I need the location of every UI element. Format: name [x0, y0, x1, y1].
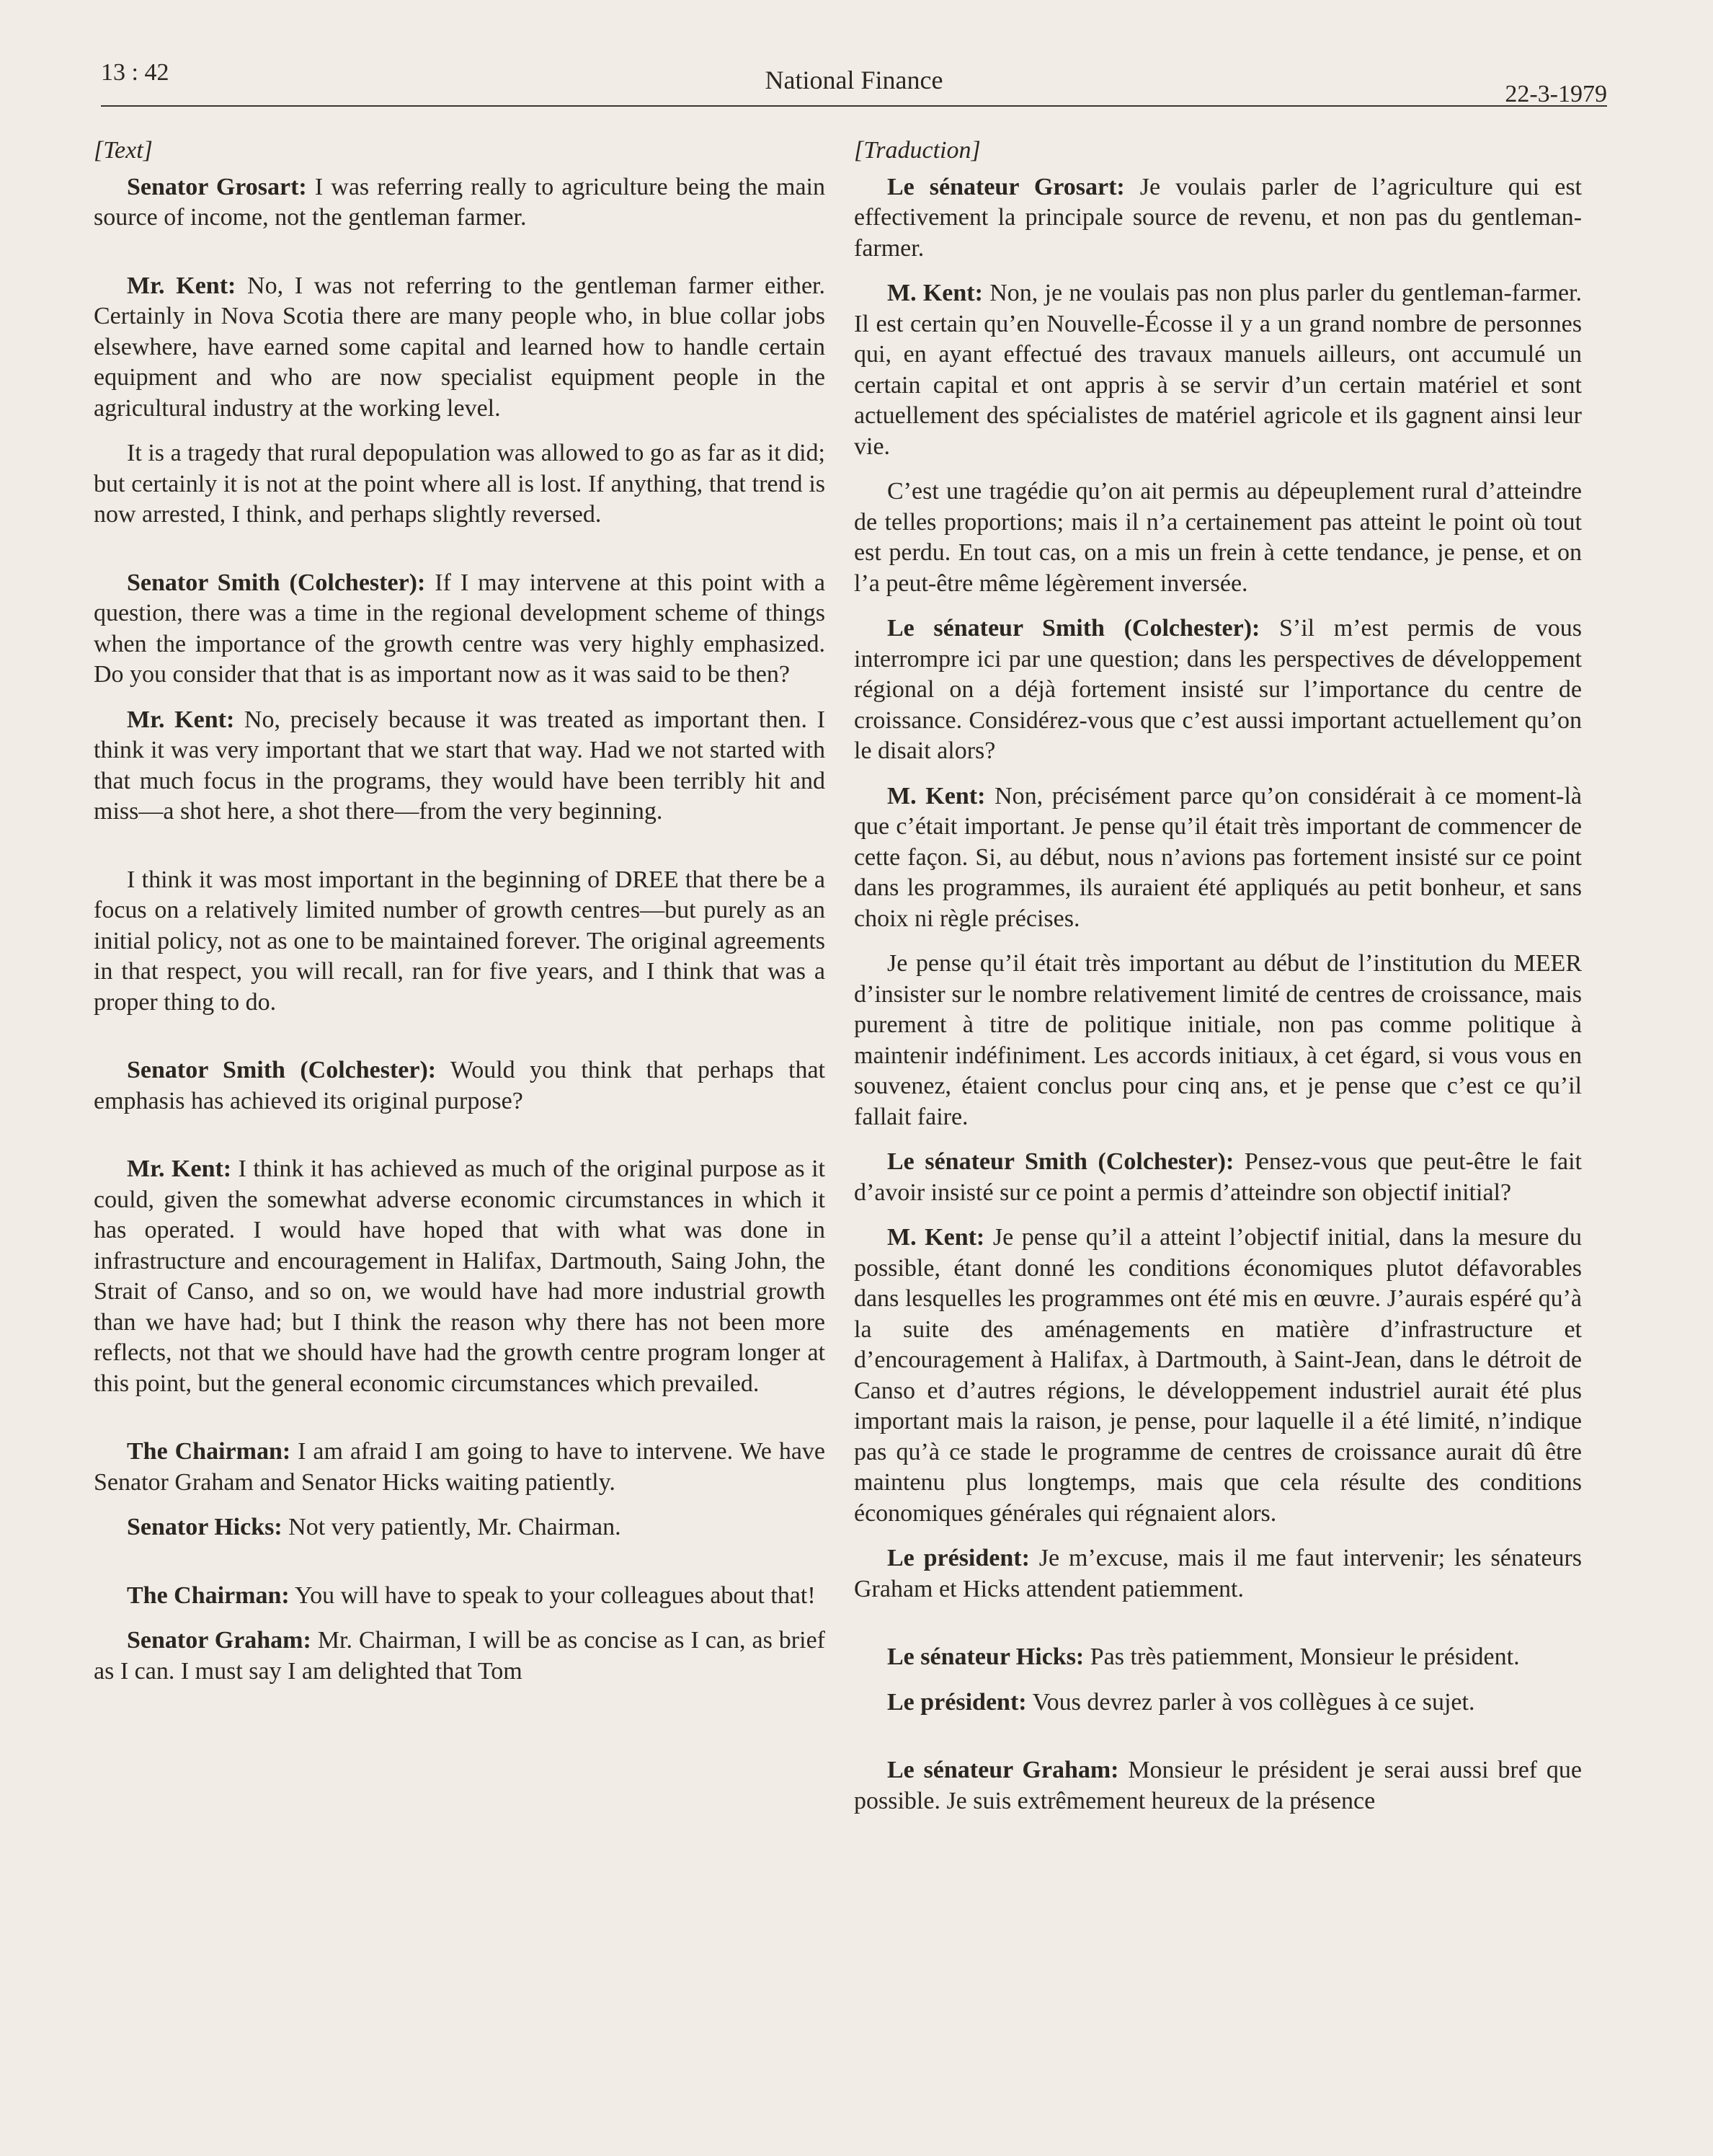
transcript-paragraph: [94, 172, 825, 234]
speech-text: Would you think that perhaps that emphasis has achieved its original purpose?: [94, 1057, 825, 1114]
speaker-name: Senator Grosart:: [127, 173, 307, 200]
speaker-name: Le président:: [887, 1545, 1030, 1571]
speaker-name: M. Kent:: [887, 1224, 985, 1251]
transcript-paragraph: [94, 568, 825, 691]
page-date: 22-3-1979: [1505, 81, 1607, 107]
transcript-paragraph: [94, 1625, 825, 1687]
speech-text: I think it has achieved as much of the original purpose as it could, given the somewhat adverse economic circumstances in which it has operated. I would have hoped that with what was done in infrastructure and encouragement in Halifax, Dartmouth, Saing John, the Strait of Canso, and so on, we would have had more industrial growth than we have had; but I think the reason why there has not been more reflects, not that we should have had the growth centre program longer at this point, but the general economic circumstances which prevailed.: [94, 1155, 825, 1397]
french-column: [854, 136, 1582, 1831]
transcript-paragraph: [94, 438, 825, 531]
speech-text: S’il m’est permis de vous interrompre ici par une question; dans les perspectives de développement régional on a déjà fortement insisté sur l’importance du centre de croissance. Considérez-vous que c’est aussi important actuellement qu’on le disait alors?: [854, 615, 1582, 764]
transcript-paragraph: [854, 1223, 1582, 1529]
transcript-paragraph: [94, 1581, 825, 1612]
transcript-paragraph: [854, 1642, 1582, 1673]
speaker-name: M. Kent:: [887, 280, 983, 306]
speech-text: Monsieur le président je serai aussi bref que possible. Je suis extrêmement heureux de la présence: [854, 1757, 1582, 1814]
transcript-paragraph: [854, 949, 1582, 1132]
transcript-paragraph: [94, 271, 825, 425]
speech-text: I am afraid I am going to have to intervene. We have Senator Graham and Senator Hicks waiting patiently.: [94, 1438, 826, 1496]
speech-text: Non, précisément parce qu’on considérait à ce moment-là que c’était important. Je pense qu’il était très important de commencer de cette façon. Si, au début, nous n’avions pas fortement insisté sur ce point dans les programmes, ils auraient été appliqués au petit bonheur, et sans choix ni règle précises.: [854, 782, 1582, 932]
transcript-paragraph: [854, 476, 1582, 599]
speech-text: I think it was most important in the beginning of DREE that there be a focus on a relatively limited number of growth centres—but purely as an initial policy, not as one to be maintained forever. The original agreements in that respect, you will recall, ran for five years, and I think that was a proper thing to do.: [94, 866, 825, 1016]
transcript-paragraph: [854, 1147, 1582, 1208]
speech-text: No, precisely because it was treated as important then. I think it was very important that we start that way. Had we not started with that much focus in the programs, they would have been terribly hit and miss—a shot here, a shot there—from the very beginning.: [94, 706, 825, 825]
speech-text: Pas très patiemment, Monsieur le président.: [1084, 1643, 1520, 1670]
speech-text: Je pense qu’il a atteint l’objectif initial, dans la mesure du possible, étant donné les conditions économiques plutot défavorables dans lesquelles les programmes ont été mis en œuvre. J’aurais espéré qu’à la suite des aménagements en matière d’infrastructure et d’encouragement à Halifax, à Dartmouth, à Saint-Jean, dans le détroit de Canso et d’autres régions, le développement industriel aurait été plus important mais la raison, je pense, pour laquelle il a été limité, n’indique pas qu’à ce stade le programme de centres de croissance aurait dû être maintenu plus longtemps, mais que cela résulte des conditions économiques générales qui régnaient alors.: [854, 1224, 1583, 1527]
column-tag: [Text]: [94, 137, 153, 164]
speech-text: Je m’excuse, mais il me faut intervenir; les sénateurs Graham et Hicks attendent patiemment.: [854, 1545, 1582, 1602]
transcript-paragraph: [94, 865, 825, 1019]
transcript-paragraph: [854, 278, 1582, 462]
speech-text: Je pense qu’il était très important au début de l’institution du MEER d’insister sur le nombre relativement limité de centres de croissance, mais purement à titre de politique initiale, non pas comme politique à maintenir indéfiniment. Les accords initiaux, à cet égard, si vous vous en souvenez, étaient conclus pour cinq ans, et je pense que c’est ce qu’il fallait faire.: [854, 950, 1582, 1130]
speaker-name: Le sénateur Grosart:: [887, 173, 1125, 200]
speech-text: If I may intervene at this point with a question, there was a time in the regional development scheme of things when the importance of the growth centre was very highly emphasized. Do you consider that that is as important now as it was said to be then?: [94, 569, 825, 688]
speech-text: No, I was not referring to the gentleman farmer either. Certainly in Nova Scotia there are many people who, in blue collar jobs elsewhere, have earned some capital and learned how to handle certain equipment and who are now specialist equipment people in the agricultural industry at the working level.: [94, 272, 826, 422]
transcript-paragraph: [94, 1055, 825, 1117]
transcript-paragraph: [854, 1687, 1582, 1718]
speaker-name: Senator Smith (Colchester):: [127, 569, 426, 596]
speaker-name: Le sénateur Graham:: [887, 1757, 1119, 1783]
transcript-paragraph: [94, 705, 825, 828]
speaker-name: M. Kent:: [887, 782, 986, 809]
speech-text: Pensez-vous que peut-être le fait d’avoir insisté sur ce point a permis d’atteindre son objectif initial?: [854, 1148, 1582, 1206]
speech-text: I was referring really to agriculture being the main source of income, not the gentleman farmer.: [94, 173, 825, 231]
speech-text: C’est une tragédie qu’on ait permis au dépeuplement rural d’atteindre de telles proportions; mais il n’a certainement pas atteint le point où tout est perdu. En tout cas, on a mis un frein à cette tendance, je pense, et on l’a peut-être même légèrement inversée.: [854, 478, 1582, 597]
speech-text: You will have to speak to your colleagues about that!: [289, 1581, 816, 1609]
speaker-name: Le président:: [887, 1688, 1027, 1716]
speech-text: Not very patiently, Mr. Chairman.: [282, 1514, 621, 1540]
transcript-paragraph: [854, 1543, 1582, 1605]
page-number: 13 : 42: [101, 59, 169, 86]
speech-text: Non, je ne voulais pas non plus parler du gentleman-farmer. Il est certain qu’en Nouvelle-Écosse il y a un grand nombre de personnes qui, en ayant effectué des travaux manuels ailleurs, ont accumulé un certain capital et ont appris à se servir d’un certain matériel et sont actuellement des spécialistes de matériel agricole et ils gagnent ainsi leur vie.: [854, 280, 1582, 460]
speaker-name: Le sénateur Hicks:: [887, 1643, 1085, 1670]
speaker-name: Senator Graham:: [127, 1627, 311, 1654]
speech-text: It is a tragedy that rural depopulation was allowed to go as far as it did; but certainly it is not at the point where all is lost. If anything, that trend is now arrested, I think, and perhaps slightly reversed.: [94, 440, 825, 528]
speaker-name: Le sénateur Smith (Colchester):: [887, 615, 1260, 642]
speaker-name: Le sénateur Smith (Colchester):: [887, 1148, 1234, 1175]
transcript-paragraph: [94, 1154, 825, 1399]
transcript-paragraph: [854, 613, 1582, 767]
speaker-name: The Chairman:: [127, 1438, 291, 1465]
speaker-name: Mr. Kent:: [127, 1155, 232, 1182]
page-header: [101, 59, 1607, 110]
speaker-name: Senator Hicks:: [127, 1514, 282, 1540]
transcript-paragraph: [854, 1755, 1582, 1816]
transcript-paragraph: [94, 1437, 825, 1498]
column-tag: [Traduction]: [854, 137, 981, 164]
speaker-name: Mr. Kent:: [127, 272, 236, 299]
speech-text: Vous devrez parler à vos collègues à ce sujet.: [1026, 1688, 1475, 1716]
transcript-paragraph: [854, 781, 1582, 935]
header-rule: [101, 105, 1607, 107]
speech-text: Je voulais parler de l’agriculture qui est effectivement la principale source de revenu, et non pas du gentleman-farmer.: [854, 173, 1582, 262]
speaker-name: Senator Smith (Colchester):: [127, 1057, 437, 1083]
speaker-name: Mr. Kent:: [127, 706, 235, 733]
transcript-paragraph: [854, 172, 1582, 265]
speech-text: Mr. Chairman, I will be as concise as I can, as brief as I can. I must say I am delighted that Tom: [94, 1627, 825, 1685]
english-column: [94, 136, 825, 1701]
transcript-paragraph: [94, 1512, 825, 1543]
page-title: National Finance: [765, 66, 943, 94]
speaker-name: The Chairman:: [127, 1581, 290, 1609]
